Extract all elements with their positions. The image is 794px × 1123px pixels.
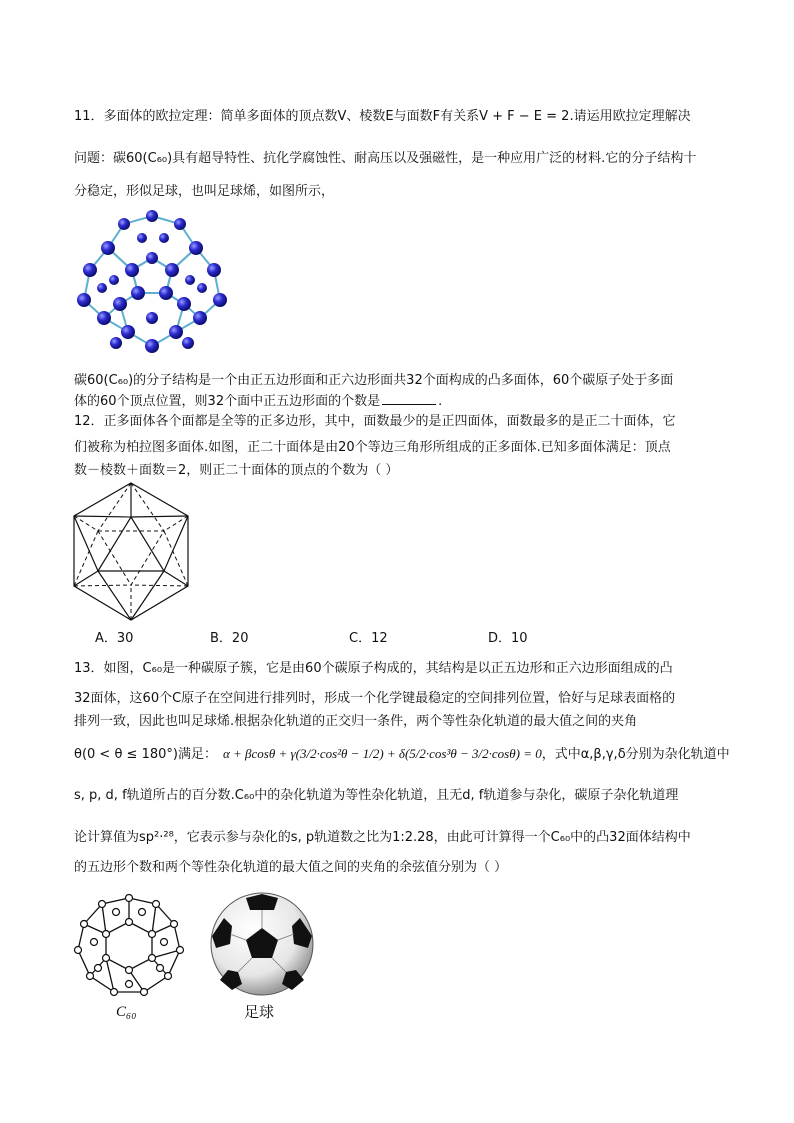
answer-blank: [382, 392, 436, 405]
hybrid-formula: α + βcosθ + γ(3/2·cos²θ − 1/2) + δ(5/2·cos³θ − 3/2·cosθ) = 0: [222, 746, 542, 761]
icosahedron-figure: [70, 481, 192, 623]
angle-condition: θ(0 < θ ≤ 180°)满足：: [74, 747, 217, 762]
q13-line-3: 排列一致，因此也叫足球烯.根据杂化轨道的正交归一条件，两个等性杂化轨道的最大值之间的夹角: [74, 714, 638, 729]
q13-line-4: [74, 745, 730, 764]
c60-caption: C₆₀: [116, 1004, 137, 1020]
q11-line-3: 分稳定，形似足球，也叫足球烯，如图所示，: [74, 184, 335, 199]
option-a[interactable]: A．30: [95, 631, 134, 646]
q12-line-3: 数－棱数＋面数＝2，则正二十面体的顶点的个数为（ ）: [74, 463, 399, 478]
q11-line-5: [74, 392, 442, 411]
q11-line-5-text: 体的60个顶点位置，则32个面中正五边形面的个数是: [74, 394, 381, 409]
c60-cage-figure: [72, 892, 186, 1000]
option-c[interactable]: C．12: [349, 631, 388, 646]
q11-line-5-end: .: [438, 394, 443, 409]
q12-line-1: 12．正多面体各个面都是全等的正多边形，其中，面数最少的是正四面体，面数最多的是正二十面体，它: [74, 414, 676, 429]
q13-line-4-end: ，式中α,β,γ,δ分别为杂化轨道中: [541, 747, 730, 762]
q12-line-2: 们被称为柏拉图多面体.如图，正二十面体是由20个等边三角形所组成的正多面体.已知多面体满足：顶点: [74, 440, 671, 455]
q13-line-7: 的五边形个数和两个等性杂化轨道的最大值之间的夹角的余弦值分别为（ ）: [74, 860, 508, 875]
soccer-ball-caption: 足球: [244, 1003, 275, 1021]
q11-line-4: 碳60(C₆₀)的分子结构是一个由正五边形面和正六边形面共32个面构成的凸多面体，60个碳原子处于多面: [74, 373, 674, 388]
q11-line-2: 问题：碳60(C₆₀)具有超导特性、抗化学腐蚀性、耐高压以及强磁性，是一种应用广泛的材料.它的分子结构十: [74, 151, 697, 166]
c60-molecule-figure: [72, 208, 232, 358]
q13-line-1: 13．如图，C₆₀是一种碳原子簇，它是由60个碳原子构成的，其结构是以正五边形和正六边形面组成的凸: [74, 661, 673, 676]
option-d[interactable]: D．10: [488, 631, 528, 646]
q13-line-2: 32面体，这60个C原子在空间进行排列时，形成一个化学键最稳定的空间排列位置，恰好与足球表面格的: [74, 691, 676, 706]
q13-line-5: s, p, d, f轨道所占的百分数.C₆₀中的杂化轨道为等性杂化轨道，且无d, f轨道参与杂化，碳原子杂化轨道理: [74, 788, 679, 803]
soccer-ball-figure: [208, 890, 316, 998]
q11-line-1: 11．多面体的欧拉定理：简单多面体的顶点数V、棱数E与面数F有关系V + F − E = 2.请运用欧拉定理解决: [74, 109, 691, 124]
q13-line-6: 论计算值为sp²·²⁸，它表示参与杂化的s, p轨道数之比为1:2.28，由此可计算得一个C₆₀中的凸32面体结构中: [74, 830, 691, 845]
option-b[interactable]: B．20: [210, 631, 249, 646]
